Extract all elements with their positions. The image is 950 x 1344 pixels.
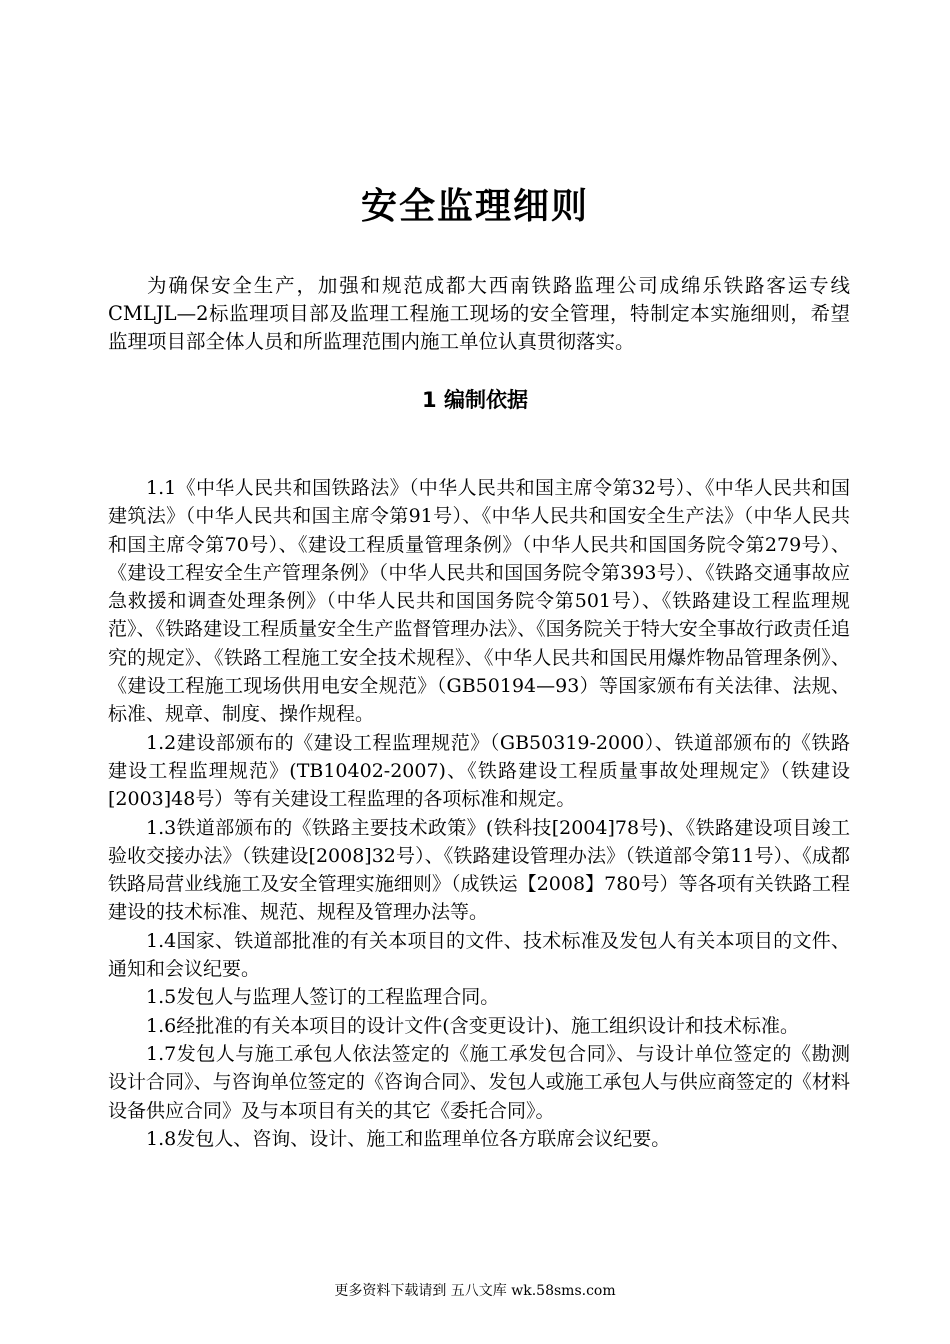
section-body [108, 474, 850, 1153]
intro-paragraph: 为确保安全生产，加强和规范成都大西南铁路监理公司成绵乐铁路客运专线CMLJL—2标监理项目部及监理工程施工现场的安全管理，特制定本实施细则，希望监理项目部全体人员和所监理范围内施工单位认真贯彻落实。 [108, 274, 850, 353]
paragraph-1-2: 1.2建设部颁布的《建设工程监理规范》（GB50319-2000）、铁道部颁布的《铁路建设工程监理规范》(TB10402-2007)、《铁路建设工程质量事故处理规定》（铁建设[2003]48号）等有关建设工程监理的各项标准和规定。 [108, 731, 850, 811]
paragraph-1-8: 1.8发包人、咨询、设计、施工和监理单位各方联席会议纪要。 [146, 1127, 671, 1150]
paragraph-1-5: 1.5发包人与监理人签订的工程监理合同。 [146, 986, 500, 1009]
footer-note: 更多资料下载请到 五八文库 wk.58sms.com [334, 1283, 616, 1299]
paragraph-1-7: 1.7发包人与施工承包人依法签定的《施工承发包合同》、与设计单位签定的《勘测设计合同》、与咨询单位签定的《咨询合同》、发包人或施工承包人与供应商签定的《材料设备供应合同》及与本项目有关的其它《委托合同》。 [108, 1042, 850, 1122]
document-title: 安全监理细则 [360, 186, 589, 227]
paragraph-1-3: 1.3铁道部颁布的《铁路主要技术政策》(铁科技[2004]78号)、《铁路建设项目竣工验收交接办法》（铁建设[2008]32号）、《铁路建设管理办法》（铁道部令第11号）、《成都铁路局营业线施工及安全管理实施细则》（成铁运【2008】780号）等各项有关铁路工程建设的技术标准、规范、规程及管理办法等。 [108, 816, 850, 924]
section-heading: 1 编制依据 [422, 388, 528, 412]
paragraph-1-6: 1.6经批准的有关本项目的设计文件(含变更设计)、施工组织设计和技术标准。 [146, 1014, 800, 1037]
paragraph-1-4: 1.4国家、铁道部批准的有关本项目的文件、技术标准及发包人有关本项目的文件、通知和会议纪要。 [108, 929, 850, 981]
paragraph-1-1: 1.1《中华人民共和国铁路法》（中华人民共和国主席令第32号）、《中华人民共和国建筑法》（中华人民共和国主席令第91号）、《中华人民共和国安全生产法》（中华人民共和国主席令第70号）、《建设工程质量管理条例》（中华人民共和国国务院令第279号）、《建设工程安全生产管理条例》（中华人民共和国国务院令第393号）、《铁路交通事故应急救援和调查处理条例》（中华人民共和国国务院令第501号）、《铁路建设工程监理规范》、《铁路建设工程质量安全生产监督管理办法》、《国务院关于特大安全事故行政责任追究的规定》、《铁路工程施工安全技术规程》、《中华人民共和国民用爆炸物品管理条例》、《建设工程施工现场供用电安全规范》（GB50194—93）等国家颁布有关法律、法规、标准、规章、制度、操作规程。 [108, 477, 850, 726]
